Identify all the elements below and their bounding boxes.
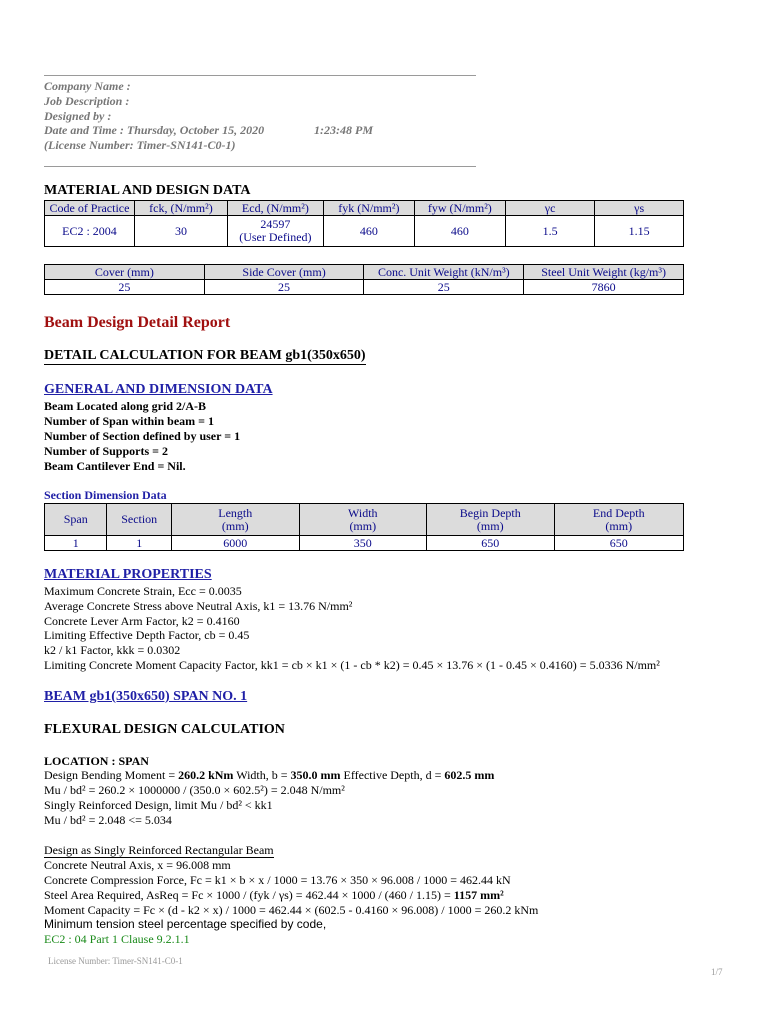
header-bottom-rule (44, 166, 476, 167)
time: 1:23:48 PM (314, 123, 373, 137)
material-line: Limiting Effective Depth Factor, cb = 0.45 (44, 628, 250, 642)
neutral-axis-line: Concrete Neutral Axis, x = 96.008 mm (44, 858, 231, 872)
report-title: Beam Design Detail Report (44, 314, 231, 331)
general-line: Beam Located along grid 2/A-B (44, 399, 206, 413)
general-line: Number of Span within beam = 1 (44, 414, 214, 428)
table-row: 1 1 6000 350 650 650 (45, 536, 684, 551)
table-header-row: Span Section Length (mm) Width (mm) Begin Depth (mm) End Depth (mm) (45, 504, 684, 536)
mu-check-line: Mu / bd² = 2.048 <= 5.034 (44, 813, 172, 827)
table-header-row: Code of Practice fck, (N/mm²) Ecd, (N/mm²) fyk (N/mm²) fyw (N/mm²) γc γs (45, 201, 684, 216)
general-line: Number of Supports = 2 (44, 444, 168, 458)
location-label: LOCATION : SPAN (44, 754, 149, 768)
detail-calc-title: DETAIL CALCULATION FOR BEAM gb1(350x650) (44, 348, 366, 363)
cover-weight-table (44, 264, 684, 295)
steel-area-line: Steel Area Required, AsReq = Fc × 1000 / (fyk / γs) = 462.44 × 1000 / (460 / 1.15) = 1157 mm² (44, 888, 504, 902)
flexural-title: FLEXURAL DESIGN CALCULATION (44, 722, 285, 737)
design-moment-line: Design Bending Moment = 260.2 kNm Width, b = 350.0 mm Effective Depth, d = 602.5 mm (44, 768, 495, 782)
page-number: 1/7 (711, 967, 723, 977)
material-properties-title: MATERIAL PROPERTIES (44, 567, 212, 582)
code-clause: EC2 : 04 Part 1 Clause 9.2.1.1 (44, 932, 190, 946)
material-line: Maximum Concrete Strain, Ecc = 0.0035 (44, 584, 242, 598)
designed-by: Designed by : (44, 109, 112, 123)
general-line: Number of Section defined by user = 1 (44, 429, 241, 443)
table-row: 25 25 25 7860 (45, 280, 684, 295)
moment-capacity-line: Moment Capacity = Fc × (d - k2 × x) / 1000 = 462.44 × (602.5 - 0.4160 × 96.008) / 1000 = 260.2 kNm (44, 903, 539, 917)
table-header-row: Cover (mm) Side Cover (mm) Conc. Unit Weight (kN/m³) Steel Unit Weight (kg/m³) (45, 265, 684, 280)
mu-bd2-line: Mu / bd² = 260.2 × 1000000 / (350.0 × 602.5²) = 2.048 N/mm² (44, 783, 345, 797)
material-line: Limiting Concrete Moment Capacity Factor, kk1 = cb × k1 × (1 - cb * k2) = 0.45 × 13.76 × (1 - 0.45 × 0.4160) = 5.0336 N/mm² (44, 658, 660, 672)
section-dimension-title: Section Dimension Data (44, 488, 167, 502)
singly-design-line: Singly Reinforced Design, limit Mu / bd² < kk1 (44, 798, 273, 812)
material-line: Concrete Lever Arm Factor, k2 = 0.4160 (44, 614, 240, 628)
span-title: BEAM gb1(350x650) SPAN NO. 1 (44, 689, 248, 704)
footer-license: License Number: Timer-SN141-C0-1 (48, 956, 183, 966)
table-row: EC2 : 2004 30 24597 (User Defined) 460 460 1.5 1.15 (45, 216, 684, 247)
date-time: Date and Time : Thursday, October 15, 2020 1:23:48 PM (44, 123, 373, 137)
license-number: (License Number: Timer-SN141-C0-1) (44, 138, 236, 152)
material-design-table (44, 200, 684, 247)
section-dimension-table (44, 503, 684, 551)
header-top-rule (44, 75, 476, 76)
job-description: Job Description : (44, 94, 130, 108)
company-name: Company Name : (44, 79, 131, 93)
general-line: Beam Cantilever End = Nil. (44, 459, 186, 473)
design-as-line: Design as Singly Reinforced Rectangular Beam (44, 843, 274, 857)
compression-line: Concrete Compression Force, Fc = k1 × b × x / 1000 = 13.76 × 350 × 96.008 / 1000 = 462.44 kN (44, 873, 511, 887)
material-line: k2 / k1 Factor, kkk = 0.0302 (44, 643, 181, 657)
general-dimension-title: GENERAL AND DIMENSION DATA (44, 382, 273, 397)
material-design-title: MATERIAL AND DESIGN DATA (44, 183, 251, 198)
minimum-steel-line: Minimum tension steel percentage specified by code, (44, 917, 327, 931)
material-line: Average Concrete Stress above Neutral Axis, k1 = 13.76 N/mm² (44, 599, 353, 613)
